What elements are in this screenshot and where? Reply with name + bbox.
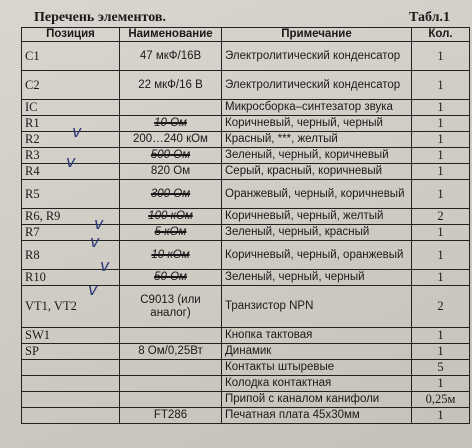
cell-qty: 1: [412, 116, 470, 132]
cell-note: Колодка контактная: [222, 376, 412, 392]
table-header-row: [22, 28, 470, 42]
page-heading: [34, 10, 450, 26]
cell-note: Транзистор NPN: [222, 286, 412, 328]
table-row: [22, 408, 470, 424]
cell-note: Зеленый, черный, черный: [222, 270, 412, 286]
cell-name: [120, 392, 222, 408]
cell-qty: 1: [412, 132, 470, 148]
cell-note: Коричневый, черный, оранжевый: [222, 241, 412, 270]
cell-name-struck: 500 Ом: [120, 148, 222, 164]
cell-name: C9013 (или аналог): [120, 286, 222, 328]
cell-position: [22, 392, 120, 408]
handwritten-check-mark: v: [66, 152, 76, 171]
handwritten-check-mark: v: [72, 122, 82, 141]
cell-position: C1: [22, 42, 120, 71]
table-row: [22, 180, 470, 209]
cell-name: 22 мкФ/16 В: [120, 71, 222, 100]
cell-name: [120, 376, 222, 392]
cell-position: [22, 360, 120, 376]
handwritten-check-mark: v: [94, 214, 104, 233]
table-row: [22, 225, 470, 241]
cell-qty: 1: [412, 344, 470, 360]
handwritten-check-mark: v: [90, 232, 100, 251]
cell-qty: 0,25м: [412, 392, 470, 408]
parts-table: [21, 27, 470, 424]
cell-note: Электролитический конденсатор: [222, 42, 412, 71]
cell-position: IC: [22, 100, 120, 116]
table-row: [22, 148, 470, 164]
cell-note: Серый, красный, коричневый: [222, 164, 412, 180]
cell-qty: 5: [412, 360, 470, 376]
cell-name: [120, 328, 222, 344]
header-qty: Кол.: [412, 28, 470, 42]
cell-note: Зеленый, черный, коричневый: [222, 148, 412, 164]
cell-qty: 1: [412, 42, 470, 71]
cell-note: Печатная плата 45х30мм: [222, 408, 412, 424]
cell-position: VT1, VT2: [22, 286, 120, 328]
cell-position: R1: [22, 116, 120, 132]
cell-position: R2: [22, 132, 120, 148]
cell-position: SW1: [22, 328, 120, 344]
cell-note: Микросборка–синтезатор звука: [222, 100, 412, 116]
cell-qty: 1: [412, 270, 470, 286]
list-title: Перечень элементов.: [34, 10, 166, 25]
cell-qty: 1: [412, 148, 470, 164]
cell-name: 47 мкФ/16В: [120, 42, 222, 71]
table-row: [22, 241, 470, 270]
cell-name-struck: 300 Ом: [120, 180, 222, 209]
cell-position: R7: [22, 225, 120, 241]
cell-qty: 2: [412, 286, 470, 328]
cell-qty: 1: [412, 376, 470, 392]
table-row: [22, 164, 470, 180]
cell-qty: 1: [412, 100, 470, 116]
cell-note: Коричневый, черный, желтый: [222, 209, 412, 225]
cell-position: R3: [22, 148, 120, 164]
table-row: [22, 360, 470, 376]
table-row: [22, 209, 470, 225]
cell-name-struck: 10 кОм: [120, 241, 222, 270]
table-row: [22, 71, 470, 100]
table-row: [22, 392, 470, 408]
table-row: [22, 42, 470, 71]
cell-position: R10: [22, 270, 120, 286]
cell-name: FT286: [120, 408, 222, 424]
cell-position: [22, 408, 120, 424]
cell-name-struck: 100 кОм: [120, 209, 222, 225]
cell-note: Красный, ***, желтый: [222, 132, 412, 148]
cell-qty: 1: [412, 180, 470, 209]
cell-qty: 1: [412, 408, 470, 424]
cell-position: R5: [22, 180, 120, 209]
cell-note: Зеленый, черный, красный: [222, 225, 412, 241]
cell-qty: 1: [412, 328, 470, 344]
cell-name: [120, 360, 222, 376]
header-name: Наименование: [120, 28, 222, 42]
cell-position: R6, R9: [22, 209, 120, 225]
cell-qty: 1: [412, 241, 470, 270]
handwritten-check-mark: v: [88, 280, 98, 299]
cell-note: Кнопка тактовая: [222, 328, 412, 344]
cell-name-struck: 10 Ом: [120, 116, 222, 132]
cell-position: C2: [22, 71, 120, 100]
table-row: [22, 116, 470, 132]
table-row: [22, 328, 470, 344]
cell-note: Припой с каналом канифоли: [222, 392, 412, 408]
cell-position: [22, 376, 120, 392]
cell-qty: 1: [412, 164, 470, 180]
cell-note: Коричневый, черный, черный: [222, 116, 412, 132]
header-position: Позиция: [22, 28, 120, 42]
cell-name-struck: 5 кОм: [120, 225, 222, 241]
table-row: [22, 100, 470, 116]
cell-position: R8: [22, 241, 120, 270]
cell-position: R4: [22, 164, 120, 180]
table-label: Табл.1: [409, 10, 450, 25]
cell-qty: 2: [412, 209, 470, 225]
cell-qty: 1: [412, 225, 470, 241]
table-row: [22, 344, 470, 360]
cell-note: Электролитический конденсатор: [222, 71, 412, 100]
cell-name: [120, 100, 222, 116]
cell-note: Контакты штыревые: [222, 360, 412, 376]
handwritten-check-mark: v: [100, 256, 110, 275]
cell-name: 8 Ом/0,25Вт: [120, 344, 222, 360]
cell-position: SP: [22, 344, 120, 360]
cell-name-struck: 50 Ом: [120, 270, 222, 286]
cell-name: 820 Ом: [120, 164, 222, 180]
cell-note: Динамик: [222, 344, 412, 360]
cell-qty: 1: [412, 71, 470, 100]
header-note: Примечание: [222, 28, 412, 42]
cell-note: Оранжевый, черный, коричневый: [222, 180, 412, 209]
table-row: [22, 376, 470, 392]
table-row: [22, 132, 470, 148]
cell-name: 200…240 кОм: [120, 132, 222, 148]
